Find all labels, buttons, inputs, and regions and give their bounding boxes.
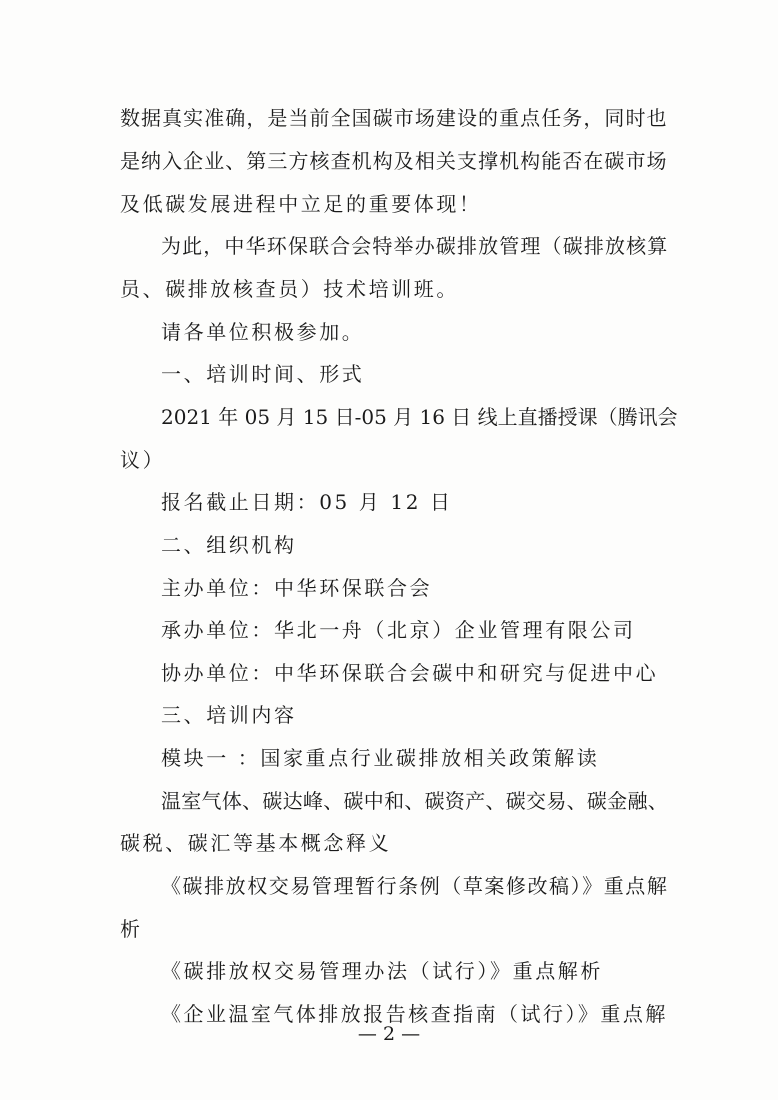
- paragraph-line: 及低碳发展进程中立足的重要体现！: [120, 192, 482, 216]
- paragraph-line: 请各单位积极参加。: [161, 320, 365, 344]
- paragraph-line: 为此，中华环保联合会特举办碳排放管理（碳排放核算: [161, 234, 669, 258]
- section-heading: 三、培训内容: [161, 703, 297, 727]
- paragraph-line: 温室气体、碳达峰、碳中和、碳资产、碳交易、碳金融、: [161, 789, 668, 813]
- paragraph-line: 员、碳排放核查员）技术培训班。: [120, 277, 459, 301]
- section-heading: 一、培训时间、形式: [161, 362, 365, 386]
- paragraph-line: 议）: [120, 448, 166, 472]
- paragraph-line: 模块一 ：国家重点行业碳排放相关政策解读: [161, 746, 600, 770]
- paragraph-line: 协办单位：中华环保联合会碳中和研究与促进中心: [161, 661, 659, 685]
- paragraph-line: 碳税、碳汇等基本概念释义: [120, 831, 392, 855]
- paragraph-line: 主办单位：中华环保联合会: [161, 576, 433, 600]
- paragraph-line: 承办单位：华北一舟（北京）企业管理有限公司: [161, 618, 636, 642]
- page-number: — 2 —: [357, 1023, 421, 1045]
- paragraph-line: 《碳排放权交易管理办法（试行）》重点解析: [161, 959, 603, 983]
- paragraph-line: 报名截止日期：05 月 12 日: [161, 490, 453, 514]
- section-heading: 二、组织机构: [161, 533, 297, 557]
- paragraph-line: 《碳排放权交易管理暂行条例（草案修改稿）》重点解: [161, 874, 669, 898]
- paragraph-line: 数据真实准确，是当前全国碳市场建设的重点任务，同时也: [120, 106, 668, 130]
- paragraph-line: 《企业温室气体排放报告核查指南（试行）》重点解: [161, 1002, 668, 1026]
- paragraph-line: 是纳入企业、第三方核查机构及相关支撑机构能否在碳市场: [120, 149, 668, 173]
- paragraph-line: 析: [120, 917, 143, 941]
- paragraph-line: 2021 年 05 月 15 日-05 月 16 日 线上直播授课（腾讯会: [161, 405, 678, 429]
